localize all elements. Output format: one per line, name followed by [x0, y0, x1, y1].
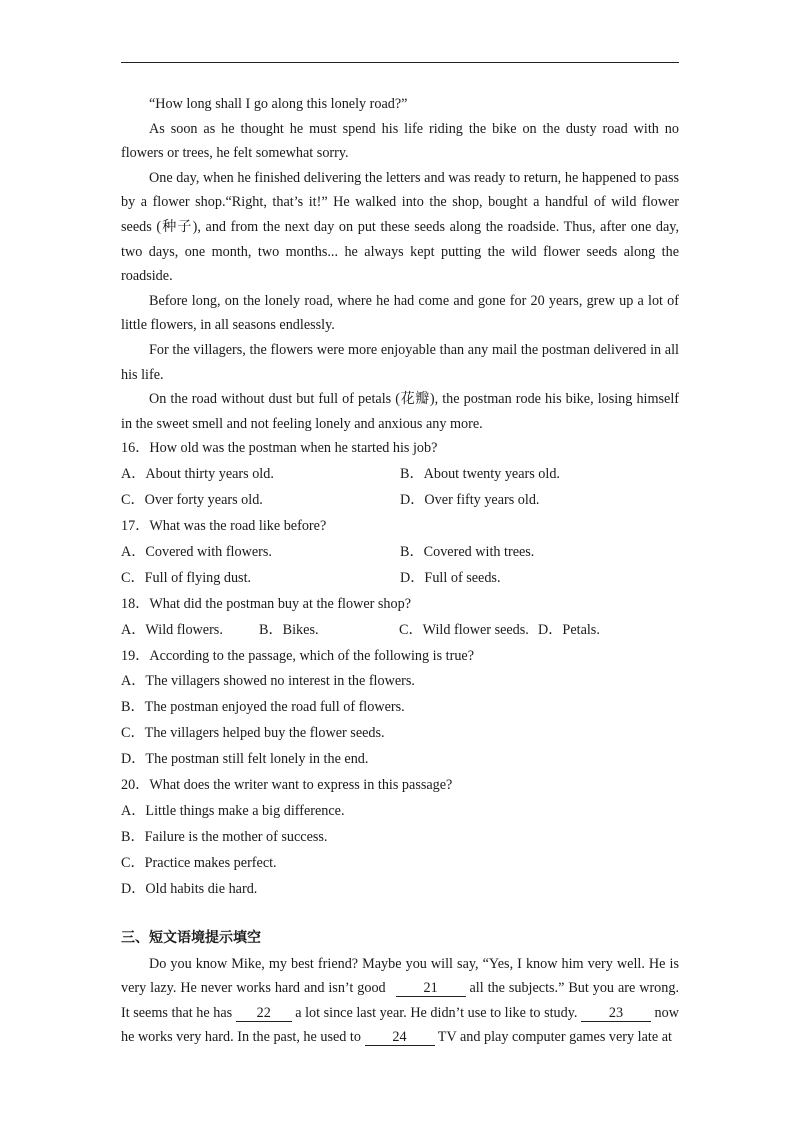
- passage-paragraph: For the villagers, the flowers were more enjoyable than any mail the postman delivered in all his life.: [121, 341, 679, 383]
- option-a: A．About thirty years old.: [121, 466, 274, 483]
- option-a: A．The villagers showed no interest in the flowers.: [121, 673, 415, 690]
- question-17-options-row: [121, 540, 679, 566]
- option-b: B．Bikes.: [259, 621, 319, 638]
- option-d: D．Petals.: [538, 621, 600, 638]
- cloze-paragraph: [121, 952, 679, 1050]
- option-c: C．Practice makes perfect.: [121, 854, 277, 871]
- question-18-stem: 18．What did the postman buy at the flower shop?: [121, 595, 411, 612]
- option-c: C．Over forty years old.: [121, 492, 263, 509]
- option-d: D．Old habits die hard.: [121, 880, 258, 897]
- option-d: D．Full of seeds.: [400, 569, 501, 586]
- option-c: C．The villagers helped buy the flower seeds.: [121, 725, 385, 742]
- cloze-text: Do you know Mike, my best friend? Maybe you will say, “Yes, I know him very well. He is very lazy. He never works hard and isn’t good: [121, 955, 679, 997]
- option-b: B．About twenty years old.: [400, 466, 560, 483]
- option-d: D．Over fifty years old.: [400, 492, 540, 509]
- cloze-text: a lot since last year. He didn’t use to like to study.: [291, 1004, 581, 1021]
- cloze-text: now he works very hard. In the past, he used to: [121, 1004, 679, 1046]
- question-18-options-row: [121, 618, 679, 644]
- question-16-stem: 16．How old was the postman when he started his job?: [121, 440, 438, 457]
- option-a: A．Wild flowers.: [121, 621, 223, 638]
- blank-21: 21: [396, 980, 466, 997]
- question-17-options-row: [121, 566, 679, 592]
- question-20-stem: 20．What does the writer want to express in this passage?: [121, 777, 453, 794]
- page-content: [121, 92, 679, 1050]
- cloze-text: TV and play computer games very late at: [434, 1029, 672, 1046]
- cloze-text: all the subjects.” But you are wrong. It seems that he has: [121, 980, 679, 1021]
- passage-paragraph: Before long, on the lonely road, where he had come and gone for 20 years, grew up a lot of little flowers, in all seasons endlessly.: [121, 292, 679, 334]
- blank-23: 23: [581, 1005, 651, 1022]
- question-19-stem: 19．According to the passage, which of the following is true?: [121, 647, 475, 664]
- question-16-options-row: [121, 488, 679, 514]
- option-a: A．Little things make a big difference.: [121, 803, 345, 819]
- option-a: A．Covered with flowers.: [121, 543, 272, 560]
- blank-22: 22: [236, 1005, 292, 1022]
- option-c: C．Full of flying dust.: [121, 569, 252, 586]
- option-d: D．The postman still felt lonely in the end.: [121, 751, 369, 768]
- option-b: B．Failure is the mother of success.: [121, 828, 328, 845]
- passage-paragraph: As soon as he thought he must spend his life riding the bike on the dusty road with no flowers or trees, he felt somewhat sorry.: [121, 120, 679, 162]
- passage-paragraph: “How long shall I go along this lonely road?”: [149, 96, 408, 112]
- section-title: 三、短文语境提示填空: [121, 929, 261, 946]
- option-b: B．The postman enjoyed the road full of flowers.: [121, 699, 405, 716]
- passage-paragraph: On the road without dust but full of petals (花瓣), the postman rode his bike, losing himself in the sweet smell and not feeling lonely and anxious any more.: [121, 391, 679, 432]
- header-rule: [121, 62, 679, 63]
- blank-24: 24: [365, 1029, 435, 1046]
- option-b: B．Covered with trees.: [400, 543, 535, 560]
- option-c: C．Wild flower seeds.: [399, 621, 529, 638]
- question-17-stem: 17．What was the road like before?: [121, 518, 327, 535]
- question-16-options-row: [121, 462, 679, 488]
- passage-paragraph: One day, when he finished delivering the letters and was ready to return, he happened to pass by a flower shop.“Right, that’s it!” He walked into the shop, bought a handful of wild flower seeds (种子), and from the next day on put these seeds along the roadside. Thus, after one day, two days, one month, two months... he always kept putting the wild flower seeds along the roadside.: [121, 169, 679, 285]
